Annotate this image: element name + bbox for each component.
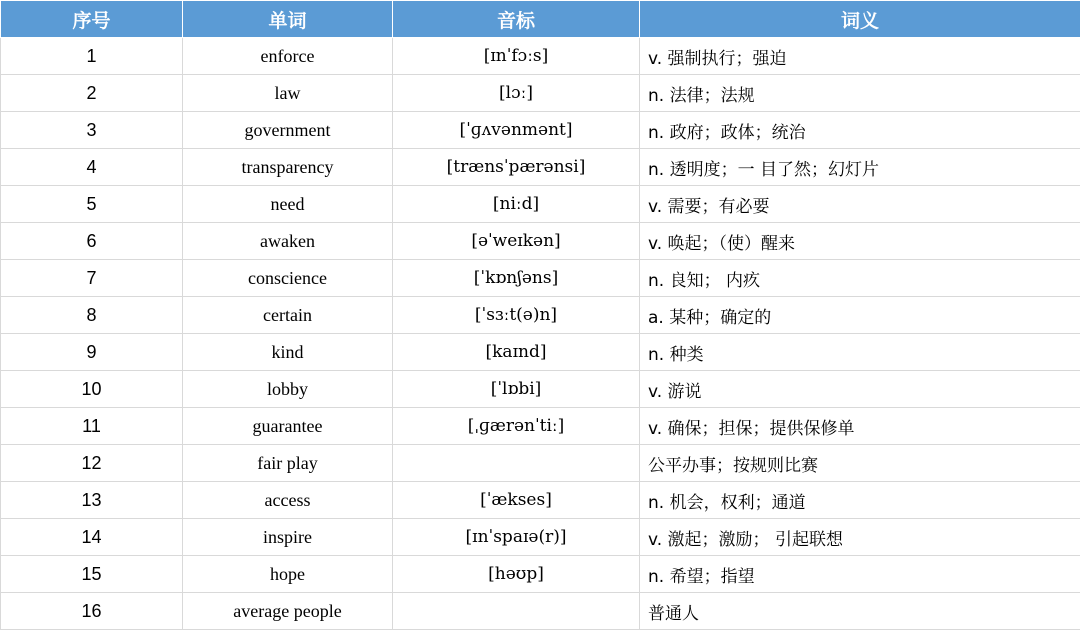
- table-body: [1, 38, 1080, 630]
- phonetic-cell: [əˈweɪkən]: [393, 223, 640, 260]
- meaning-cell: 普通人: [640, 593, 1080, 630]
- word-cell: government: [183, 112, 393, 149]
- phonetic-cell: [kaɪnd]: [393, 334, 640, 371]
- word-cell: guarantee: [183, 408, 393, 445]
- index-cell: 15: [1, 556, 183, 593]
- word-cell: inspire: [183, 519, 393, 556]
- meaning-cell: v. 需要；有必要: [640, 186, 1080, 223]
- index-cell: 7: [1, 260, 183, 297]
- table-row: [1, 556, 1080, 593]
- word-cell: certain: [183, 297, 393, 334]
- meaning-cell: a. 某种；确定的: [640, 297, 1080, 334]
- table-row: [1, 186, 1080, 223]
- table-row: [1, 260, 1080, 297]
- word-cell: access: [183, 482, 393, 519]
- index-cell: 1: [1, 38, 183, 75]
- word-cell: law: [183, 75, 393, 112]
- index-cell: 16: [1, 593, 183, 630]
- index-cell: 11: [1, 408, 183, 445]
- header-meaning: 词义: [640, 1, 1080, 38]
- phonetic-cell: [ɪnˈspaɪə(r)]: [393, 519, 640, 556]
- header-phonetic: 音标: [393, 1, 640, 38]
- header-word: 单词: [183, 1, 393, 38]
- phonetic-cell: [393, 445, 640, 482]
- phonetic-cell: [trænsˈpærənsi]: [393, 149, 640, 186]
- phonetic-cell: [ˈɡʌvənmənt]: [393, 112, 640, 149]
- phonetic-cell: [ˈækses]: [393, 482, 640, 519]
- word-cell: need: [183, 186, 393, 223]
- index-cell: 4: [1, 149, 183, 186]
- meaning-cell: n. 透明度；一 目了然；幻灯片: [640, 149, 1080, 186]
- table-row: [1, 408, 1080, 445]
- word-cell: hope: [183, 556, 393, 593]
- meaning-cell: n. 政府；政体；统治: [640, 112, 1080, 149]
- word-cell: fair play: [183, 445, 393, 482]
- header-index: 序号: [1, 1, 183, 38]
- table-row: [1, 593, 1080, 630]
- table-row: [1, 371, 1080, 408]
- meaning-cell: v. 唤起；（使）醒来: [640, 223, 1080, 260]
- phonetic-cell: [ɪnˈfɔːs]: [393, 38, 640, 75]
- phonetic-cell: [həʊp]: [393, 556, 640, 593]
- phonetic-cell: [393, 593, 640, 630]
- index-cell: 2: [1, 75, 183, 112]
- index-cell: 6: [1, 223, 183, 260]
- phonetic-cell: [ˈsɜːt(ə)n]: [393, 297, 640, 334]
- phonetic-cell: [lɔː]: [393, 75, 640, 112]
- index-cell: 10: [1, 371, 183, 408]
- phonetic-cell: [ˌɡærənˈtiː]: [393, 408, 640, 445]
- table-row: [1, 223, 1080, 260]
- word-cell: average people: [183, 593, 393, 630]
- table-row: [1, 75, 1080, 112]
- header-row: [1, 1, 1080, 38]
- meaning-cell: n. 希望；指望: [640, 556, 1080, 593]
- word-cell: awaken: [183, 223, 393, 260]
- word-cell: kind: [183, 334, 393, 371]
- word-cell: transparency: [183, 149, 393, 186]
- phonetic-cell: [ˈlɒbi]: [393, 371, 640, 408]
- phonetic-cell: [niːd]: [393, 186, 640, 223]
- meaning-cell: v. 游说: [640, 371, 1080, 408]
- table-row: [1, 334, 1080, 371]
- meaning-cell: n. 良知； 内疚: [640, 260, 1080, 297]
- table-row: [1, 38, 1080, 75]
- table-header: [1, 1, 1080, 38]
- meaning-cell: v. 确保；担保；提供保修单: [640, 408, 1080, 445]
- table-row: [1, 519, 1080, 556]
- meaning-cell: n. 机会，权利；通道: [640, 482, 1080, 519]
- index-cell: 9: [1, 334, 183, 371]
- word-cell: lobby: [183, 371, 393, 408]
- index-cell: 5: [1, 186, 183, 223]
- index-cell: 8: [1, 297, 183, 334]
- index-cell: 14: [1, 519, 183, 556]
- meaning-cell: v. 强制执行；强迫: [640, 38, 1080, 75]
- index-cell: 12: [1, 445, 183, 482]
- index-cell: 3: [1, 112, 183, 149]
- table-row: [1, 112, 1080, 149]
- word-cell: enforce: [183, 38, 393, 75]
- table-row: [1, 149, 1080, 186]
- word-cell: conscience: [183, 260, 393, 297]
- table-row: [1, 445, 1080, 482]
- table-row: [1, 297, 1080, 334]
- meaning-cell: n. 法律；法规: [640, 75, 1080, 112]
- table-row: [1, 482, 1080, 519]
- meaning-cell: 公平办事；按规则比赛: [640, 445, 1080, 482]
- index-cell: 13: [1, 482, 183, 519]
- phonetic-cell: [ˈkɒnʃəns]: [393, 260, 640, 297]
- meaning-cell: v. 激起；激励； 引起联想: [640, 519, 1080, 556]
- meaning-cell: n. 种类: [640, 334, 1080, 371]
